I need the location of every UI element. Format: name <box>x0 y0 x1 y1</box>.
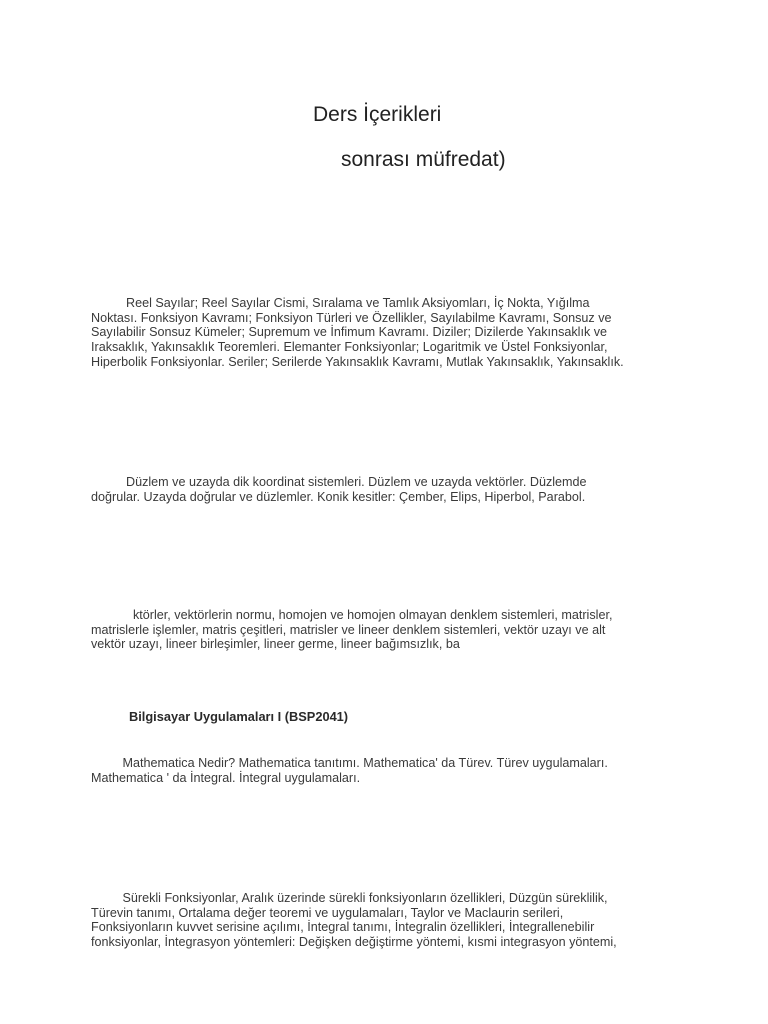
paragraph-coordinate-systems <box>91 475 691 504</box>
paragraph-real-numbers <box>91 296 691 370</box>
paragraph-line: Düzlem ve uzayda dik koordinat sistemleri. Düzlem ve uzayda vektörler. Düzlemde <box>91 475 587 489</box>
paragraph-line: Iraksaklık, Yakınsaklık Teoremleri. Elemanter Fonksiyonlar; Logaritmik ve Üstel Fonksiyonlar, <box>91 340 608 355</box>
paragraph-line: Sürekli Fonksiyonlar, Aralık üzerinde sürekli fonksiyonların özellikleri, Düzgün süreklilik, <box>91 891 608 905</box>
paragraph-line: Mathematica Nedir? Mathematica tanıtımı. Mathematica' da Türev. Türev uygulamaları. <box>91 756 608 770</box>
paragraph-line: matrislerle işlemler, matris çeşitleri, matrisler ve lineer denklem sistemleri, vektör uzayı ve alt <box>91 622 606 637</box>
paragraph-line: Mathematica ' da İntegral. İntegral uygulamaları. <box>91 770 361 785</box>
paragraph-line: doğrular. Uzayda doğrular ve düzlemler. Konik kesitler: Çember, Elips, Hiperbol, Parabol. <box>91 489 586 504</box>
paragraph-line: ktörler, vektörlerin normu, homojen ve homojen olmayan denklem sistemleri, matrisler, <box>91 608 613 622</box>
paragraph-line: Sayılabilir Sonsuz Kümeler; Supremum ve İnfimum Kavramı. Diziler; Dizilerde Yakınsaklık ve <box>91 325 608 340</box>
paragraph-line: Reel Sayılar; Reel Sayılar Cismi, Sıralama ve Tamlık Aksiyomları, İç Nokta, Yığılma <box>91 296 590 310</box>
paragraph-line: fonksiyonlar, İntegrasyon yöntemleri: Değişken değiştirme yöntemi, kısmi integrasyon yöntemi, <box>91 935 617 950</box>
paragraph-line: Hiperbolik Fonksiyonlar. Seriler; Serilerde Yakınsaklık Kavramı, Mutlak Yakınsaklık, Yakınsaklık. <box>91 354 624 369</box>
page-title: Ders İçerikleri <box>313 103 442 126</box>
paragraph-line: Fonksiyonların kuvvet serisine açılımı, İntegral tanımı, İntegralin özellikleri, İntegrallenebilir <box>91 920 595 935</box>
paragraph-line: Türevin tanımı, Ortalama değer teoremi ve uygulamaları, Taylor ve Maclaurin serileri, <box>91 905 564 920</box>
paragraph-line: vektör uzayı, lineer birleşimler, lineer germe, lineer bağımsızlık, ba <box>91 637 460 652</box>
paragraph-linear-algebra <box>91 608 691 652</box>
paragraph-line: Noktası. Fonksiyon Kavramı; Fonksiyon Türleri ve Özellikler, Sayılabilme Kavramı, Sonsuz ve <box>91 310 612 325</box>
paragraph-mathematica <box>91 756 691 785</box>
paragraph-continuous-functions <box>91 891 691 950</box>
page-subtitle: sonrası müfredat) <box>341 148 506 171</box>
course-heading: Bilgisayar Uygulamaları I (BSP2041) <box>129 709 349 724</box>
